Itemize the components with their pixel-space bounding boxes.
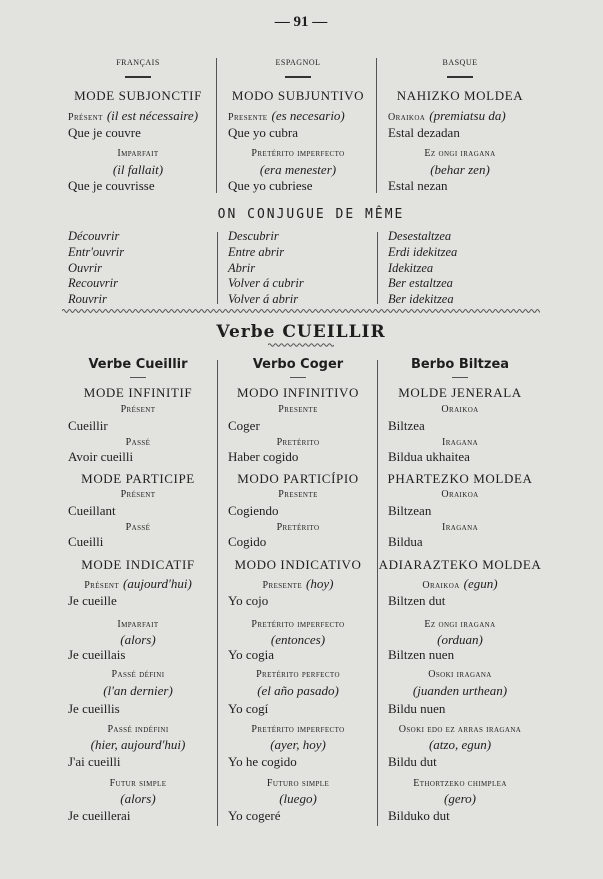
column-divider xyxy=(216,58,217,193)
verb-form: Estal nezan xyxy=(388,178,448,193)
verb-form: Bildu dut xyxy=(388,754,437,769)
tense-label: Iragana xyxy=(441,522,479,533)
column-divider xyxy=(377,360,378,826)
verb-form: Yo cogí xyxy=(228,701,269,716)
tense-note: (premiatsu da) xyxy=(429,108,506,123)
verb-title: Verbe CUEILLIR xyxy=(216,322,386,342)
verb-form: Que je couvrisse xyxy=(68,178,155,193)
column-divider xyxy=(377,232,378,304)
tense-label: Osoki edo ez arras iragana xyxy=(398,724,522,735)
tense-note: (atzo, egun) xyxy=(428,737,492,752)
verb-form: Biltzea xyxy=(388,418,425,433)
tense-label: Iragana xyxy=(441,437,479,448)
verb-form: Je cueille xyxy=(68,593,117,608)
tense-line xyxy=(263,575,334,593)
tense-label: Passé xyxy=(125,522,151,533)
similar-verb: Idekitzea xyxy=(388,260,434,275)
tense-note: (aujourd'hui) xyxy=(123,576,192,591)
tense-note: (egun) xyxy=(463,576,498,591)
tense-note: (alors) xyxy=(120,791,156,806)
verb-form: Avoir cueilli xyxy=(68,449,134,464)
verb-form: Je cueillis xyxy=(68,701,120,716)
tense-note: (juanden urthean) xyxy=(412,683,508,698)
tense-label: Oraikoa xyxy=(441,489,479,500)
tense-line xyxy=(388,107,506,125)
mood-heading: MODO INDICATIVO xyxy=(234,557,362,572)
mood-heading: PHARTEZKO MOLDEA xyxy=(387,471,533,486)
similar-verb: Rouvrir xyxy=(68,292,107,307)
tense-label: Presente xyxy=(228,112,268,123)
similar-verb: Découvrir xyxy=(68,229,120,243)
tense-label: Pretérito imperfecto xyxy=(251,148,345,159)
column-rule xyxy=(290,377,306,378)
tense-note: (es necesario) xyxy=(271,108,345,123)
similar-verb: Ouvrir xyxy=(68,260,103,275)
column-rule xyxy=(447,76,473,78)
column-header: BASQUE xyxy=(442,58,478,67)
verb-form: Estal dezadan xyxy=(388,125,460,140)
tense-label: Ez ongi iragana xyxy=(424,619,496,630)
tense-line xyxy=(68,107,198,125)
tense-label: Passé indéfini xyxy=(107,724,169,735)
tense-label: Pretérito xyxy=(276,522,320,533)
tense-label: Osoki iragana xyxy=(428,669,492,680)
tense-label: Presente xyxy=(278,489,318,500)
similar-verb: Entr'ouvrir xyxy=(68,244,125,259)
tense-line xyxy=(422,575,497,593)
verb-form: Cueillant xyxy=(68,503,116,518)
mood-heading: MODE INDICATIF xyxy=(81,557,195,572)
tense-label: Ethortzeko chimplea xyxy=(413,778,507,789)
verb-form: Bildu nuen xyxy=(388,701,446,716)
conjugate-same-heading: ON CONJUGUE DE MÊME xyxy=(217,207,405,222)
column-divider xyxy=(376,58,377,193)
tense-label: Pretérito imperfecto xyxy=(251,724,345,735)
tense-note: (orduan) xyxy=(437,632,483,647)
mood-heading: MODE PARTICIPE xyxy=(81,471,195,486)
column-divider xyxy=(217,360,218,826)
mood-heading: MODE INFINITIF xyxy=(83,385,193,400)
column-rule xyxy=(125,76,151,78)
verb-form: Je cueillerai xyxy=(68,808,131,823)
tense-note: (hoy) xyxy=(306,576,334,591)
tense-label: Pretérito xyxy=(276,437,320,448)
tense-label: Présent xyxy=(120,489,156,500)
tense-note: (gero) xyxy=(443,791,477,806)
column-rule xyxy=(130,377,146,378)
verb-form: Biltzen dut xyxy=(388,593,446,608)
tense-label: Imparfait xyxy=(117,619,159,630)
tense-label: Passé défini xyxy=(111,669,165,680)
verb-form: J'ai cueilli xyxy=(68,754,121,769)
tense-note: (el año pasado) xyxy=(257,683,339,698)
verb-form: Biltzen nuen xyxy=(388,647,455,662)
tense-note: (alors) xyxy=(120,632,156,647)
tense-label: Presente xyxy=(278,404,318,415)
verb-form: Que je couvre xyxy=(68,125,141,140)
mood-heading: MODO INFINITIVO xyxy=(236,385,360,400)
tense-label: Présent xyxy=(84,580,120,591)
tense-note: (l'an dernier) xyxy=(103,683,173,698)
verb-form: Coger xyxy=(228,418,260,433)
tense-note: (entonces) xyxy=(270,632,326,647)
similar-verb: Recouvrir xyxy=(68,276,118,291)
verb-form: Haber cogido xyxy=(228,449,299,464)
verb-form: Bildua ukhaitea xyxy=(388,449,470,464)
tense-label: Ez ongi iragana xyxy=(424,148,496,159)
verb-form: Cogido xyxy=(228,534,267,549)
verb-form: Que yo cubriese xyxy=(228,178,313,193)
tense-note: (luego) xyxy=(279,791,317,806)
mood-heading: NAHIZKO MOLDEA xyxy=(396,88,524,103)
verb-form: Biltzean xyxy=(388,503,432,518)
wavy-separator xyxy=(62,307,540,315)
similar-verb: Erdi idekitzea xyxy=(388,244,458,259)
tense-line xyxy=(228,107,345,125)
tense-note: (il fallait) xyxy=(112,162,164,177)
tense-label: Présent xyxy=(120,404,156,415)
verb-form: Yo he cogido xyxy=(228,754,297,769)
verb-form: Yo cojo xyxy=(228,593,269,608)
tense-note: (era menester) xyxy=(259,162,337,177)
similar-verb: Descubrir xyxy=(228,229,279,243)
column-rule xyxy=(452,377,468,378)
tense-line xyxy=(84,575,192,593)
tense-label: Pretérito imperfecto xyxy=(251,619,345,630)
tense-label: Oraikoa xyxy=(422,580,460,591)
column-title: Berbo Biltzea xyxy=(410,357,510,372)
tense-label: Futur simple xyxy=(109,778,167,789)
column-rule xyxy=(285,76,311,78)
similar-verb: Abrir xyxy=(228,260,256,275)
verb-form: Bildua xyxy=(388,534,423,549)
tense-note: (hier, aujourd'hui) xyxy=(90,737,186,752)
tense-label: Pretérito perfecto xyxy=(256,669,340,680)
verb-form: Bilduko dut xyxy=(388,808,450,823)
verb-form: Cogiendo xyxy=(228,503,279,518)
similar-verb: Volver á cubrir xyxy=(228,276,304,291)
tense-label: Imparfait xyxy=(117,148,159,159)
tense-label: Présent xyxy=(68,112,103,123)
mood-heading: MOLDE JENERALA xyxy=(398,385,522,400)
verb-form: Je cueillais xyxy=(68,647,126,662)
similar-verb: Ber idekitzea xyxy=(388,292,454,307)
tense-label: Oraikoa xyxy=(441,404,479,415)
verb-form: Que yo cubra xyxy=(228,125,299,140)
tense-label: Futuro simple xyxy=(266,778,330,789)
similar-verb: Ber estaltzea xyxy=(388,276,453,291)
tense-label: Passé xyxy=(125,437,151,448)
tense-note: (behar zen) xyxy=(430,162,490,177)
tense-note: (il est nécessaire) xyxy=(106,108,199,123)
similar-verb: Volver á abrir xyxy=(228,292,299,307)
verb-form: Yo cogeré xyxy=(228,808,281,823)
title-underline-wave xyxy=(268,341,334,347)
column-title: Verbo Coger xyxy=(252,357,344,372)
similar-verb: Desestaltzea xyxy=(388,229,452,243)
mood-heading: ADIARAZTEKO MOLDEA xyxy=(378,557,542,572)
mood-heading: MODO PARTICÍPIO xyxy=(237,471,359,486)
column-header: FRANÇAIS xyxy=(116,58,160,67)
column-title: Verbe Cueillir xyxy=(88,357,188,372)
tense-note: (ayer, hoy) xyxy=(270,737,326,752)
column-divider xyxy=(217,232,218,304)
tense-label: Oraikoa xyxy=(388,112,426,123)
mood-heading: MODE SUBJONCTIF xyxy=(74,88,202,103)
verb-form: Yo cogia xyxy=(228,647,274,662)
page-number: — 91 — xyxy=(274,14,328,30)
verb-form: Cueillir xyxy=(68,418,108,433)
verb-form: Cueilli xyxy=(68,534,104,549)
tense-label: Presente xyxy=(262,580,303,591)
column-header: ESPAGNOL xyxy=(275,58,321,67)
mood-heading: MODO SUBJUNTIVO xyxy=(231,88,365,103)
similar-verb: Entre abrir xyxy=(228,244,285,259)
